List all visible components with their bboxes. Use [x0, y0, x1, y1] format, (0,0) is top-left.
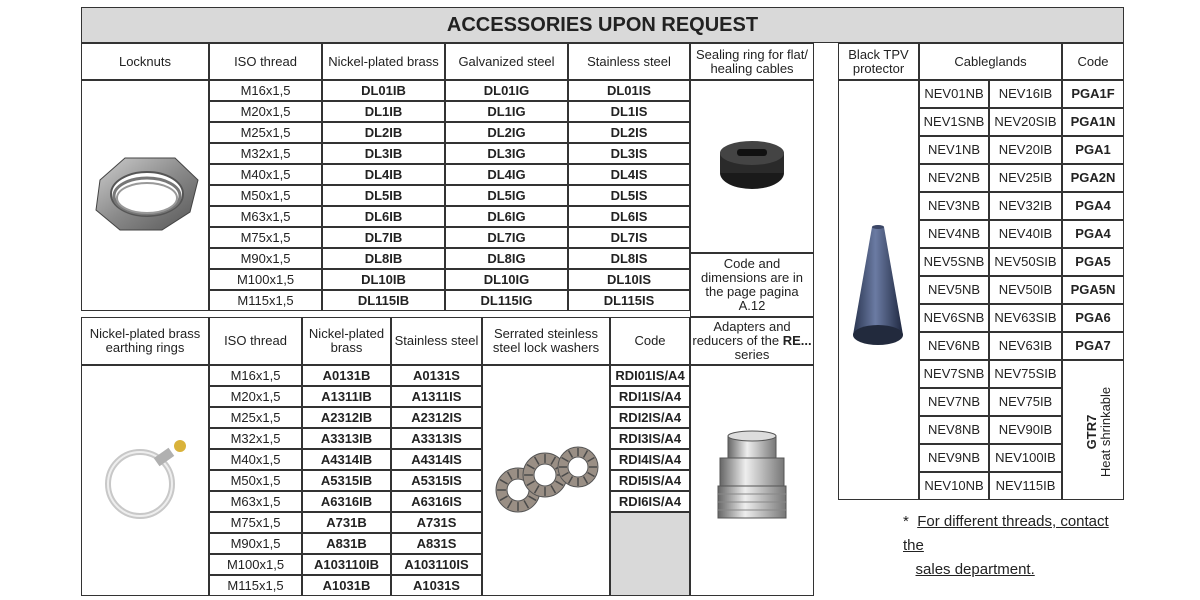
table-cell-thread: M16x1,5 — [209, 365, 302, 386]
table-cell-code: A0131B — [302, 365, 391, 386]
adapters-header — [690, 317, 814, 365]
table-cell-code: PGA5N — [1062, 276, 1124, 304]
iso-thread-header: ISO thread — [209, 317, 302, 365]
table-cell-thread: M50x1,5 — [209, 185, 322, 206]
table-cell-code: A6316IB — [302, 491, 391, 512]
table-cell-code: NEV7NB — [919, 388, 989, 416]
table-cell-code: NEV7SNB — [919, 360, 989, 388]
table-cell-code: DL2IB — [322, 122, 445, 143]
table-cell-code: PGA2N — [1062, 164, 1124, 192]
table-cell-code: NEV63IB — [989, 332, 1062, 360]
table-cell-code: PGA5 — [1062, 248, 1124, 276]
table-cell-code: DL115IS — [568, 290, 690, 311]
table-cell-code: A4314IB — [302, 449, 391, 470]
footnote-asterisk: * — [903, 513, 909, 530]
adapters-series-name: RE... — [782, 333, 812, 348]
table-cell-code: DL10IG — [445, 269, 568, 290]
table-cell-code: DL10IB — [322, 269, 445, 290]
table-cell-code: PGA1N — [1062, 108, 1124, 136]
table-cell-code: PGA4 — [1062, 220, 1124, 248]
table-cell-thread: M40x1,5 — [209, 449, 302, 470]
table-cell-code: DL5IB — [322, 185, 445, 206]
table-cell-code: RDI1IS/A4 — [610, 386, 690, 407]
table-cell-thread: M50x1,5 — [209, 470, 302, 491]
table-cell-thread: M115x1,5 — [209, 290, 322, 311]
code-header: Code — [1062, 43, 1124, 80]
table-cell-code: NEV4NB — [919, 220, 989, 248]
table-cell-thread: M25x1,5 — [209, 122, 322, 143]
table-cell-code: DL3IS — [568, 143, 690, 164]
table-cell-code: DL2IS — [568, 122, 690, 143]
tpv-protector-header: Black TPV protector — [838, 43, 919, 80]
gtr-code-cell — [1062, 360, 1124, 500]
gtr-label: Heat shrinkable — [1098, 386, 1113, 478]
table-cell-thread: M20x1,5 — [209, 386, 302, 407]
table-cell-code: NEV01NB — [919, 80, 989, 108]
table-cell-code: DL1IB — [322, 101, 445, 122]
table-cell-code: A831B — [302, 533, 391, 554]
table-cell-code: A2312IB — [302, 407, 391, 428]
table-cell-code: A6316IS — [391, 491, 482, 512]
table-cell-code: PGA7 — [1062, 332, 1124, 360]
table-cell-code: NEV50IB — [989, 276, 1062, 304]
table-cell-code: A731B — [302, 512, 391, 533]
table-cell-thread: M100x1,5 — [209, 554, 302, 575]
table-cell-code: NEV5SNB — [919, 248, 989, 276]
nickel-brass-header: Nickel-plated brass — [302, 317, 391, 365]
table-cell-code: DL01IB — [322, 80, 445, 101]
table-cell-code: NEV1SNB — [919, 108, 989, 136]
empty-gray-cell — [610, 512, 690, 596]
table-cell-code: NEV90IB — [989, 416, 1062, 444]
table-cell-code: NEV32IB — [989, 192, 1062, 220]
page-title: ACCESSORIES UPON REQUEST — [81, 7, 1124, 43]
table-cell-code: NEV50SIB — [989, 248, 1062, 276]
galvanized-steel-header: Galvanized steel — [445, 43, 568, 80]
table-cell-code: A103110IB — [302, 554, 391, 575]
sealing-ring-image — [715, 135, 790, 195]
table-cell-code: NEV75SIB — [989, 360, 1062, 388]
table-cell-code: DL115IG — [445, 290, 568, 311]
table-cell-thread: M100x1,5 — [209, 269, 322, 290]
table-cell-code: DL1IG — [445, 101, 568, 122]
table-cell-code: NEV63SIB — [989, 304, 1062, 332]
table-cell-code: DL4IS — [568, 164, 690, 185]
table-cell-code: RDI4IS/A4 — [610, 449, 690, 470]
table-cell-thread: M90x1,5 — [209, 533, 302, 554]
table-cell-code: DL6IG — [445, 206, 568, 227]
stainless-steel-header: Stainless steel — [568, 43, 690, 80]
iso-thread-header: ISO thread — [209, 43, 322, 80]
table-cell-code: DL3IB — [322, 143, 445, 164]
sealing-ring-note: Code and dimensions are in the page pagina A.12 — [690, 253, 814, 317]
table-cell-code: A0131S — [391, 365, 482, 386]
locknut-image — [90, 150, 202, 235]
table-cell-code: NEV2NB — [919, 164, 989, 192]
table-cell-code: NEV16IB — [989, 80, 1062, 108]
table-cell-code: DL6IB — [322, 206, 445, 227]
table-cell-code: PGA6 — [1062, 304, 1124, 332]
table-cell-code: PGA1F — [1062, 80, 1124, 108]
lock-washers-header: Serrated steinless steel lock washers — [482, 317, 610, 365]
stainless-steel-header: Stainless steel — [391, 317, 482, 365]
footnote — [903, 510, 1133, 582]
table-cell-thread: M16x1,5 — [209, 80, 322, 101]
table-cell-code: NEV9NB — [919, 444, 989, 472]
table-cell-thread: M115x1,5 — [209, 575, 302, 596]
table-cell-code: DL01IS — [568, 80, 690, 101]
table-cell-code: A5315IS — [391, 470, 482, 491]
table-cell-code: DL3IG — [445, 143, 568, 164]
gtr-code: GTR7 — [1084, 414, 1099, 450]
table-cell-code: DL2IG — [445, 122, 568, 143]
table-cell-code: NEV115IB — [989, 472, 1062, 500]
washer-code-header: Code — [610, 317, 690, 365]
table-cell-code: RDI6IS/A4 — [610, 491, 690, 512]
tpv-protector-image — [848, 225, 910, 355]
adapter-image — [710, 430, 795, 525]
table-cell-code: DL8IS — [568, 248, 690, 269]
table-cell-code: DL8IB — [322, 248, 445, 269]
table-cell-code: DL7IB — [322, 227, 445, 248]
table-cell-code: NEV40IB — [989, 220, 1062, 248]
table-cell-code: DL115IB — [322, 290, 445, 311]
footnote-line1: For different threads, contact the — [903, 513, 1109, 554]
table-cell-thread: M25x1,5 — [209, 407, 302, 428]
table-cell-code: NEV100IB — [989, 444, 1062, 472]
table-cell-code: A2312IS — [391, 407, 482, 428]
table-cell-thread: M20x1,5 — [209, 101, 322, 122]
table-cell-code: RDI2IS/A4 — [610, 407, 690, 428]
sealing-ring-header: Sealing ring for flat/ healing cables — [690, 43, 814, 80]
footnote-line2: sales department. — [915, 561, 1035, 578]
table-cell-code: A4314IS — [391, 449, 482, 470]
table-cell-code: NEV25IB — [989, 164, 1062, 192]
earthing-ring-image — [100, 432, 195, 527]
table-cell-code: DL5IG — [445, 185, 568, 206]
table-cell-code: A1031S — [391, 575, 482, 596]
table-cell-code: NEV6SNB — [919, 304, 989, 332]
table-cell-code: NEV10NB — [919, 472, 989, 500]
table-cell-thread: M32x1,5 — [209, 428, 302, 449]
table-cell-code: A831S — [391, 533, 482, 554]
table-cell-code: NEV8NB — [919, 416, 989, 444]
table-cell-code: RDI01IS/A4 — [610, 365, 690, 386]
cableglands-header: Cableglands — [919, 43, 1062, 80]
table-cell-code: NEV6NB — [919, 332, 989, 360]
table-cell-code: DL5IS — [568, 185, 690, 206]
table-cell-code: A3313IB — [302, 428, 391, 449]
table-cell-code: DL8IG — [445, 248, 568, 269]
table-cell-code: DL6IS — [568, 206, 690, 227]
table-cell-code: A3313IS — [391, 428, 482, 449]
table-cell-code: A103110IS — [391, 554, 482, 575]
table-cell-code: DL7IS — [568, 227, 690, 248]
lock-washers-image — [490, 445, 605, 520]
table-cell-thread: M75x1,5 — [209, 227, 322, 248]
table-cell-thread: M90x1,5 — [209, 248, 322, 269]
table-cell-code: PGA4 — [1062, 192, 1124, 220]
earthing-rings-header: Nickel-plated brass earthing rings — [81, 317, 209, 365]
table-cell-code: A1031B — [302, 575, 391, 596]
table-cell-code: DL7IG — [445, 227, 568, 248]
table-cell-code: A731S — [391, 512, 482, 533]
locknuts-header: Locknuts — [81, 43, 209, 80]
table-cell-code: NEV3NB — [919, 192, 989, 220]
table-cell-code: NEV1NB — [919, 136, 989, 164]
table-cell-thread: M63x1,5 — [209, 491, 302, 512]
table-cell-thread: M63x1,5 — [209, 206, 322, 227]
table-cell-thread: M75x1,5 — [209, 512, 302, 533]
table-cell-thread: M32x1,5 — [209, 143, 322, 164]
table-cell-code: NEV20IB — [989, 136, 1062, 164]
table-cell-code: DL10IS — [568, 269, 690, 290]
table-cell-code: RDI3IS/A4 — [610, 428, 690, 449]
table-cell-code: NEV5NB — [919, 276, 989, 304]
table-cell-code: A5315IB — [302, 470, 391, 491]
table-cell-code: NEV20SIB — [989, 108, 1062, 136]
nickel-brass-header: Nickel-plated brass — [322, 43, 445, 80]
adapters-header-text: Adapters and reducers of the — [692, 319, 791, 348]
table-cell-code: DL4IG — [445, 164, 568, 185]
table-cell-thread: M40x1,5 — [209, 164, 322, 185]
table-cell-code: A1311IS — [391, 386, 482, 407]
table-cell-code: DL1IS — [568, 101, 690, 122]
table-cell-code: RDI5IS/A4 — [610, 470, 690, 491]
table-cell-code: DL4IB — [322, 164, 445, 185]
table-cell-code: A1311IB — [302, 386, 391, 407]
adapters-header-suffix: series — [734, 347, 770, 362]
table-cell-code: PGA1 — [1062, 136, 1124, 164]
table-cell-code: NEV75IB — [989, 388, 1062, 416]
table-cell-code: DL01IG — [445, 80, 568, 101]
